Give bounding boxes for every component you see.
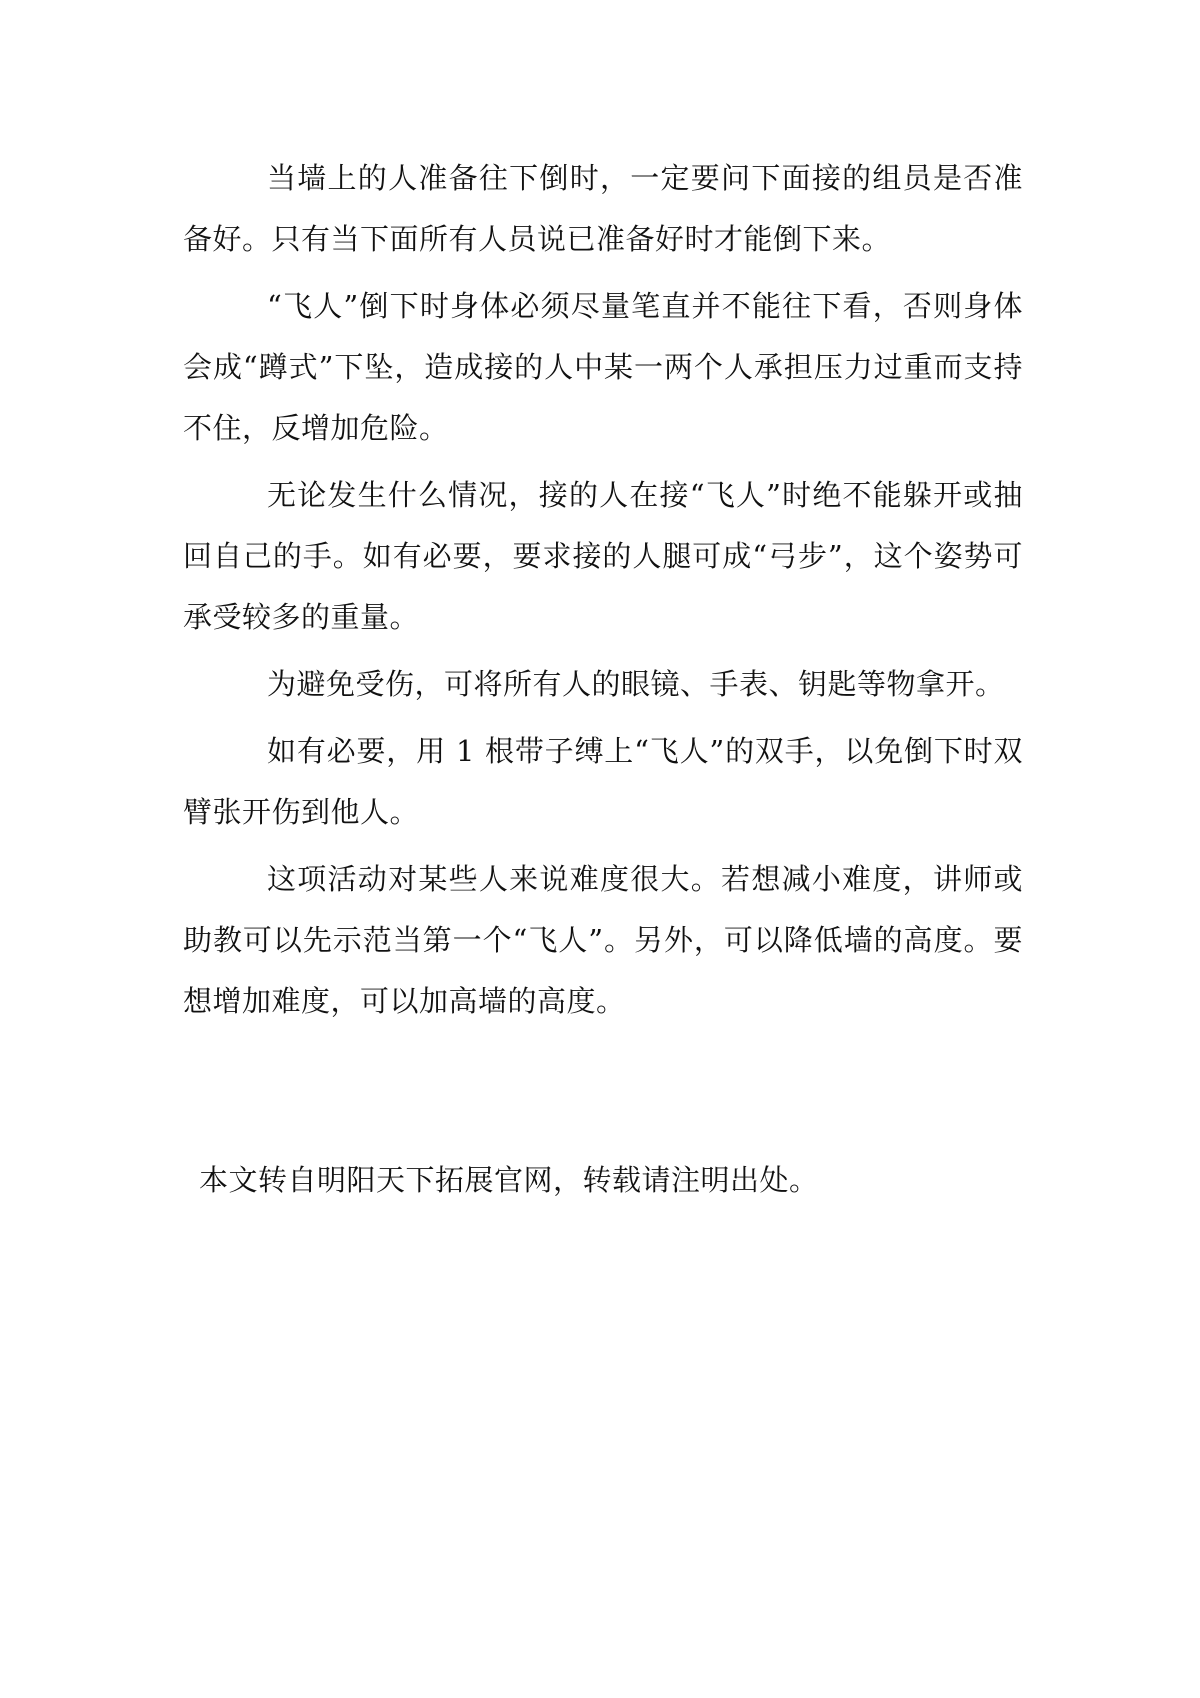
source-note: 本文转自明阳天下拓展官网，转载请注明出处。 bbox=[199, 1163, 819, 1197]
paragraph-remove-items: 为避免受伤，可将所有人的眼镜、手表、钥匙等物拿开。 bbox=[267, 667, 1005, 701]
paragraph-catchers-hands: 无论发生什么情况，接的人在接“飞人”时绝不能躲开或抽回自己的手。如有必要，要求接的人腿可成“弓步”，这个姿势可承受较多的重量。 bbox=[183, 478, 1023, 634]
paragraph-wall-fall-readiness: 当墙上的人准备往下倒时，一定要问下面接的组员是否准备好。只有当下面所有人员说已准备好时才能倒下来。 bbox=[183, 161, 1023, 256]
paragraph-body-straight: “飞人”倒下时身体必须尽量笔直并不能往下看，否则身体会成“蹲式”下坠，造成接的人中某一两个人承担压力过重而支持不住，反增加危险。 bbox=[183, 289, 1023, 445]
document-body bbox=[183, 148, 1023, 1038]
paragraph-tie-hands: 如有必要，用 1 根带子缚上“飞人”的双手，以免倒下时双臂张开伤到他人。 bbox=[183, 734, 1023, 829]
paragraph-difficulty: 这项活动对某些人来说难度很大。若想减小难度，讲师或助教可以先示范当第一个“飞人”。另外，可以降低墙的高度。要想增加难度，可以加高墙的高度。 bbox=[183, 862, 1023, 1018]
